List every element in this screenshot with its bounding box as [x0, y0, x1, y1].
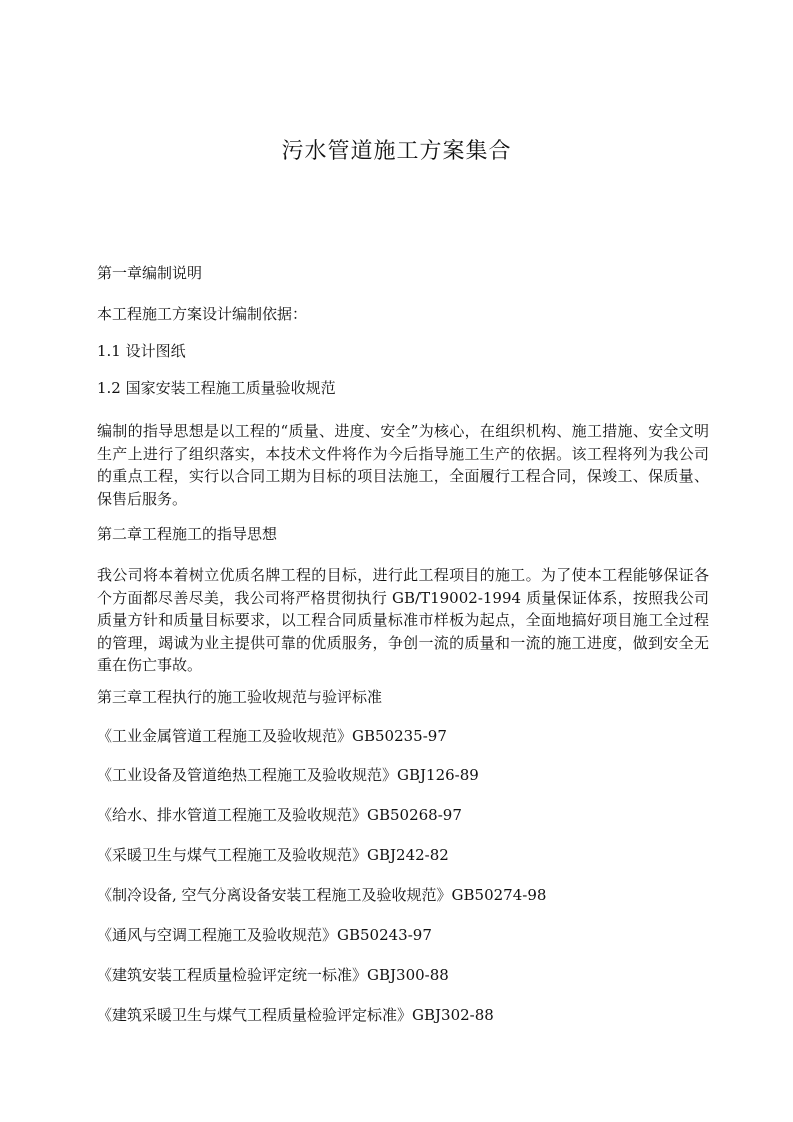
chapter-3-heading: 第三章工程执行的施工验收规范与验评标准: [97, 688, 383, 706]
standard-item: 《制冷设备, 空气分离设备安装工程施工及验收规范》GB50274-98: [97, 886, 547, 904]
standard-item: 《工业设备及管道绝热工程施工及验收规范》GBJ126-89: [97, 766, 479, 784]
standard-item: 《通风与空调工程施工及验收规范》GB50243-97: [97, 926, 432, 944]
basis-intro: 本工程施工方案设计编制依据：: [97, 305, 308, 323]
basis-item-2: 1.2 国家安装工程施工质量验收规范: [97, 379, 336, 397]
standard-item: 《建筑采暖卫生与煤气工程质量检验评定标准》GBJ302-88: [97, 1006, 494, 1024]
paragraph-guiding-idea: 编制的指导思想是以工程的“质量、进度、安全”为核心，在组织机构、施工措施、安全文明生产上进行了组织落实，本技术文件将作为今后指导施工生产的依据。该工程将列为我公司的重点工程，实行以合同工期为目标的项目法施工，全面履行工程合同，保竣工、保质量、保售后服务。: [97, 422, 709, 508]
chapter-1-heading: 第一章编制说明: [97, 264, 203, 282]
standard-item: 《工业金属管道工程施工及验收规范》GB50235-97: [97, 727, 447, 745]
standard-item: 《采暖卫生与煤气工程施工及验收规范》GBJ242-82: [97, 846, 449, 864]
basis-item-1: 1.1 设计图纸: [97, 342, 186, 360]
standard-item: 《建筑安装工程质量检验评定统一标准》GBJ300-88: [97, 966, 449, 984]
chapter-2-heading: 第二章工程施工的指导思想: [97, 525, 278, 543]
document-title: 污水管道施工方案集合: [281, 139, 512, 164]
standard-item: 《给水、排水管道工程施工及验收规范》GB50268-97: [97, 806, 462, 824]
paragraph-construction-goal: 我公司将本着树立优质名牌工程的目标，进行此工程项目的施工。为了使本工程能够保证各个方面都尽善尽美，我公司将严格贯彻执行 GB/T19002-1994 质量保证体系，按照我公司质量方针和质量目标要求，以工程合同质量标准市样板为起点，全面地搞好项目施工全过程的管理，竭诚为业主提供可靠的优质服务，争创一流的质量和一流的施工进度，做到安全无重在伤亡事故。: [97, 566, 709, 674]
